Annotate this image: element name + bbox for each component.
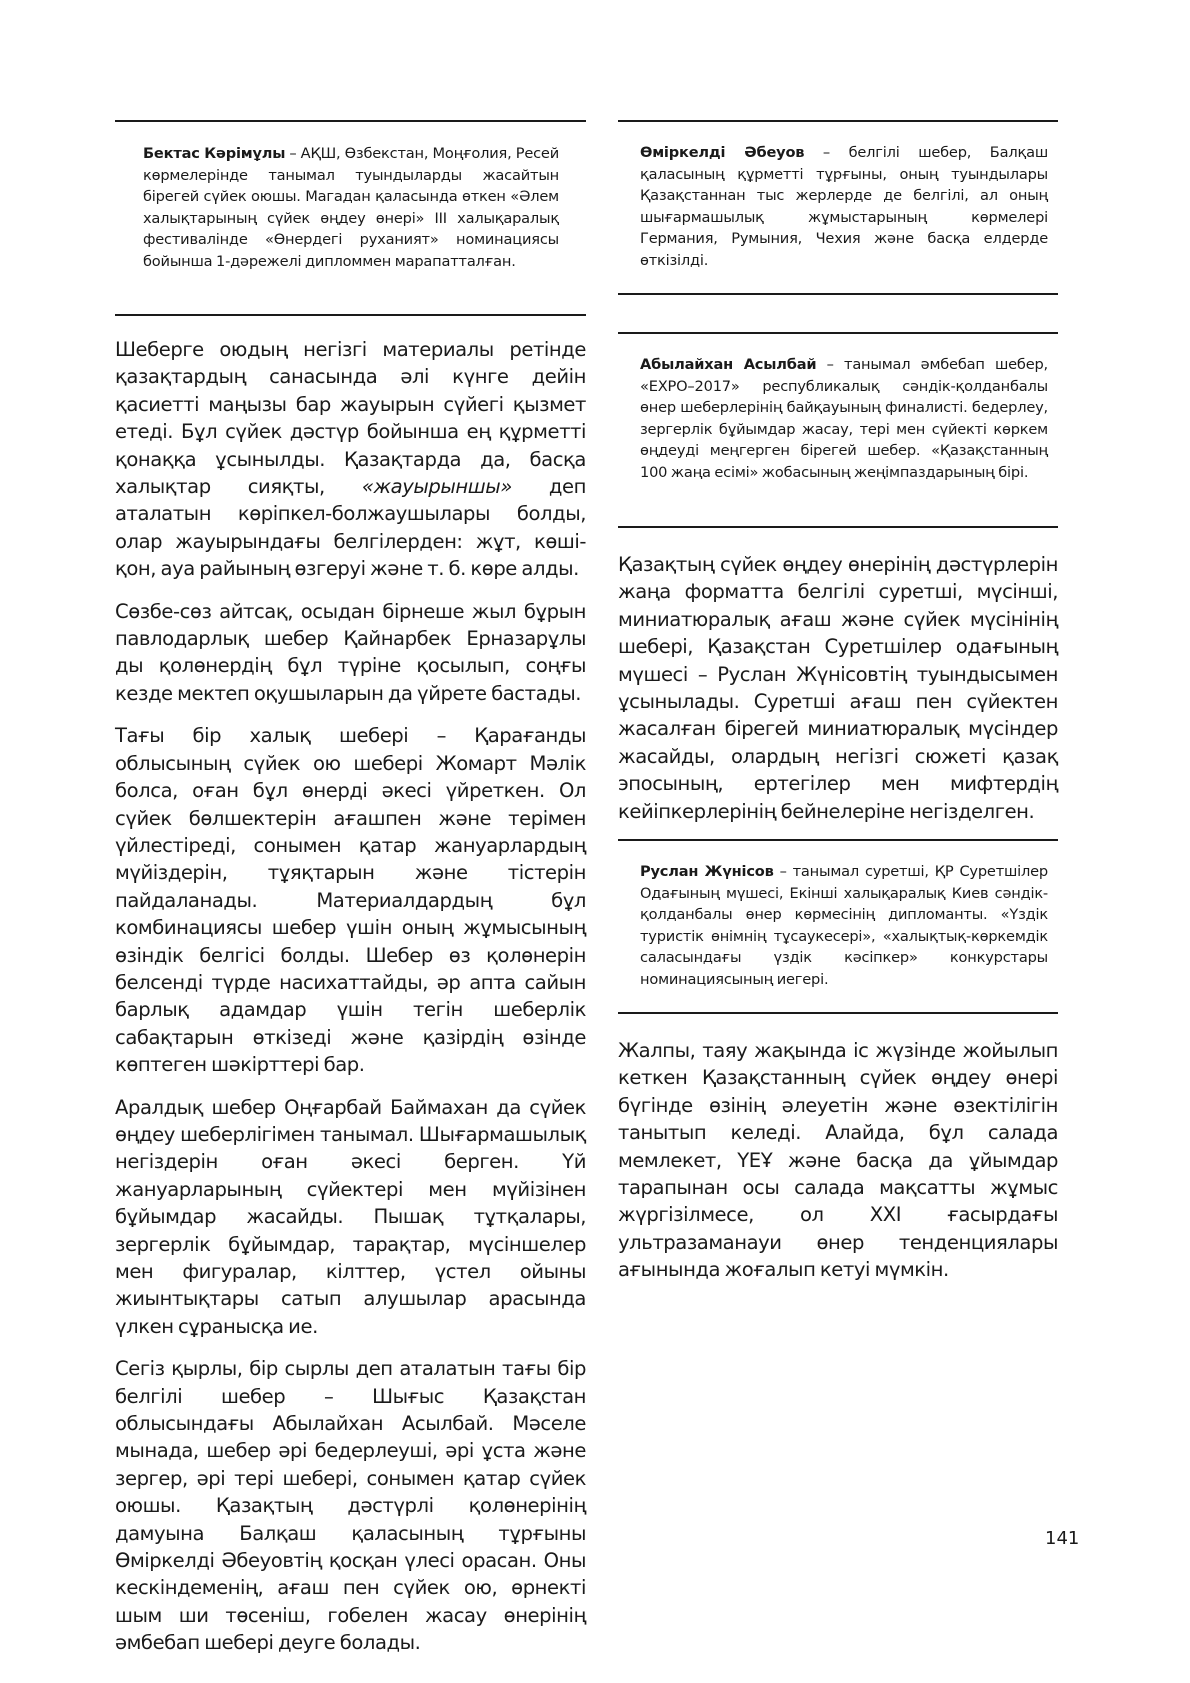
bio-abeuov-top-rule <box>618 120 1058 122</box>
paragraph-aral: Аралдық шебер Оңғарбай Баймахан да сүйек өңдеу шеберлігімен танымал. Шығармашылық негіздерін оған әкесі берген. Үй жануарларының сүйектері мен мүйізінен бұйымдар жасайды. Пышақ тұтқалары, зергерлік бұйымдар, тарақтар, мүсіншелер мен фигуралар, кілттер, үстел ойыны жиынтықтары сатып алушылар арасында үлкен сұранысқа ие. <box>115 1095 586 1338</box>
bio-asylbai-top-rule <box>618 332 1058 334</box>
bio-abeuov-text: – белгілі шебер, Балқаш қаласының құрметті тұрғыны, оның туындылары Қазақстаннан тыс жерлерде де белгілі, ал оның шығармашылық жұмыстарының көрмелері Германия, Румыния, Чехия және басқа елдерде өткізілді. <box>640 144 1048 269</box>
bio-kerimuly-text: – АҚШ, Өзбекстан, Моңғолия, Ресей көрмелерінде танымал туындыларды жасайтын бірегей сүйек оюшы. Магадан қаласында өткен «Әлем халықтарының сүйек өңдеу өнері» III халықаралық фестивалінде «Өнердегі руханият» номинациясы бойынша 1-дәрежелі дипломмен марапатталған. <box>143 145 559 270</box>
bio-zhunisov-bottom-rule <box>618 1012 1058 1014</box>
bio-zhunisov-name: Руслан Жүнісов <box>640 863 774 880</box>
bio-kerimuly-name: Бектас Кәрімұлы <box>143 145 286 162</box>
bio-asylbai-text: – танымал әмбебап шебер, «EXPO–2017» республикалық сәндік-қолданбалы өнер шеберлерінің байқауының финалисті. бедерлеу, зергерлік бұйымдар жасау, тері мен сүйекті көркем өңдеуді меңгерген бірегей шебер. «Қазақстанның 100 жаңа есімі» жобасының жеңімпаздарының бірі. <box>640 356 1048 481</box>
paragraph-scapula-part-a: Шеберге оюдың негізгі материалы ретінде қазақтардың санасында әлі күнге дейін қасиетті маңызы бар жауырын сүйегі қызмет етеді. Бұл сүйек дәстүр бойынша ең құрметті қонаққа ұсынылды. Қазақтарда да, басқа халықтар сияқты, <box>115 338 586 499</box>
paragraph-conclusion: Жалпы, таяу жақында іс жүзінде жойылып кеткен Қазақстанның сүйек өңдеу өнері бүгінде өзінің әлеуетін және өзектілігін танытып келеді. Алайда, бұл салада мемлекет, ҮЕҰ және басқа да ұйымдар тарапынан осы салада мақсатты жұмыс жүргізілмесе, ол XXI ғасырдағы ультразаманауи өнер тенденциялары ағынында жоғалып кетуі мүмкін. <box>618 1039 1058 1282</box>
bio-kerimuly <box>143 143 559 273</box>
bio-asylbai-bottom-rule <box>618 526 1058 528</box>
bio-abeuov <box>640 142 1048 272</box>
bio-asylbai-name: Абылайхан Асылбай <box>640 356 817 373</box>
paragraph-zhunisov: Қазақтың сүйек өңдеу өнерінің дәстүрлерін жаңа форматта белгілі суретші, мүсінші, миниатюралық ағаш және сүйек мүсінінің шебері, Қазақстан Суретшілер одағының мүшесі – Руслан Жүнісовтің туындысымен ұсынылады. Суретші ағаш пен сүйектен жасалған бірегей миниатюралық мүсіндер жасайды, олардың негізгі сюжеті қазақ эпосының, ертегілер мен мифтердің кейіпкерлерінің бейнелеріне негізделген. <box>618 553 1058 823</box>
bio-kerimuly-top-rule <box>115 120 586 122</box>
right-body-text-top <box>618 551 1058 840</box>
page-number: 141 <box>1045 1528 1080 1549</box>
bio-abeuov-bottom-rule <box>618 293 1058 295</box>
paragraph-pavlodar: Сөзбе-сөз айтсақ, осыдан бірнеше жыл бұрын павлодарлық шебер Қайнарбек Ерназарұлы ды қолөнердің бұл түріне қосылып, соңғы кезде мектеп оқушыларын да үйрете бастады. <box>115 599 586 705</box>
left-body-text <box>115 336 586 1672</box>
bio-abeuov-name: Өміркелді Әбеуов <box>640 144 805 161</box>
paragraph-scapula <box>115 336 586 583</box>
right-body-text-bottom <box>618 1037 1058 1299</box>
paragraph-scapula-part-b: деп аталатын көріпкел-болжаушылары болды, олар жауырындағы белгілерден: жұт, көші-қон, ауа райының өзгеруі және т. б. көре алды. <box>115 475 586 581</box>
bio-asylbai <box>640 354 1048 484</box>
bio-zhunisov <box>640 861 1048 991</box>
paragraph-karaganda: Тағы бір халық шебері – Қарағанды облысының сүйек ою шебері Жомарт Мәлік болса, оған бұл өнерді әкесі үйреткен. Ол сүйек бөлшектерін ағашпен және терімен үйлестіреді, сонымен қатар жануарлардың мүйіздерін, тұяқтарын және тістерін пайдаланады. Материалдардың бұл комбинациясы шебер үшін оның жұмысының өзіндік белгісі болды. Шебер өз қолөнерін белсенді түрде насихаттайды, әр апта сайын барлық адамдар үшін тегін шеберлік сабақтарын өткізеді және қазірдің өзінде көптеген шәкірттері бар. <box>115 724 586 1077</box>
bio-zhunisov-top-rule <box>618 839 1058 841</box>
term-zhauyrynshy: «жауырыншы» <box>361 475 512 499</box>
bio-zhunisov-text: – танымал суретші, ҚР Суретшілер Одағының мүшесі, Екінші халықаралық Киев сәндік-қолданбалы өнер көрмесінің дипломанты. «Үздік туристік өнімнің тұсаукесері», «халықтық-көркемдік саласындағы үздік кәсіпкер» конкурстары номинациясының иегері. <box>640 863 1048 988</box>
bio-kerimuly-bottom-rule <box>115 314 586 316</box>
paragraph-east-kazakhstan: Сегіз қырлы, бір сырлы деп аталатын тағы бір белгілі шебер – Шығыс Қазақстан облысындағы Абылайхан Асылбай. Мәселе мынада, шебер әрі бедерлеуші, әрі ұста және зергер, әрі тері шебері, сонымен қатар сүйек оюшы. Қазақтың дәстүрлі қолөнерінің дамуына Балқаш қаласының тұрғыны Өміркелді Әбеуовтің қосқан үлесі орасан. Оны кескіндеменің, ағаш пен сүйек ою, өрнекті шым ши төсеніш, гобелен жасау өнерінің әмбебап шебері деуге болады. <box>115 1357 586 1655</box>
